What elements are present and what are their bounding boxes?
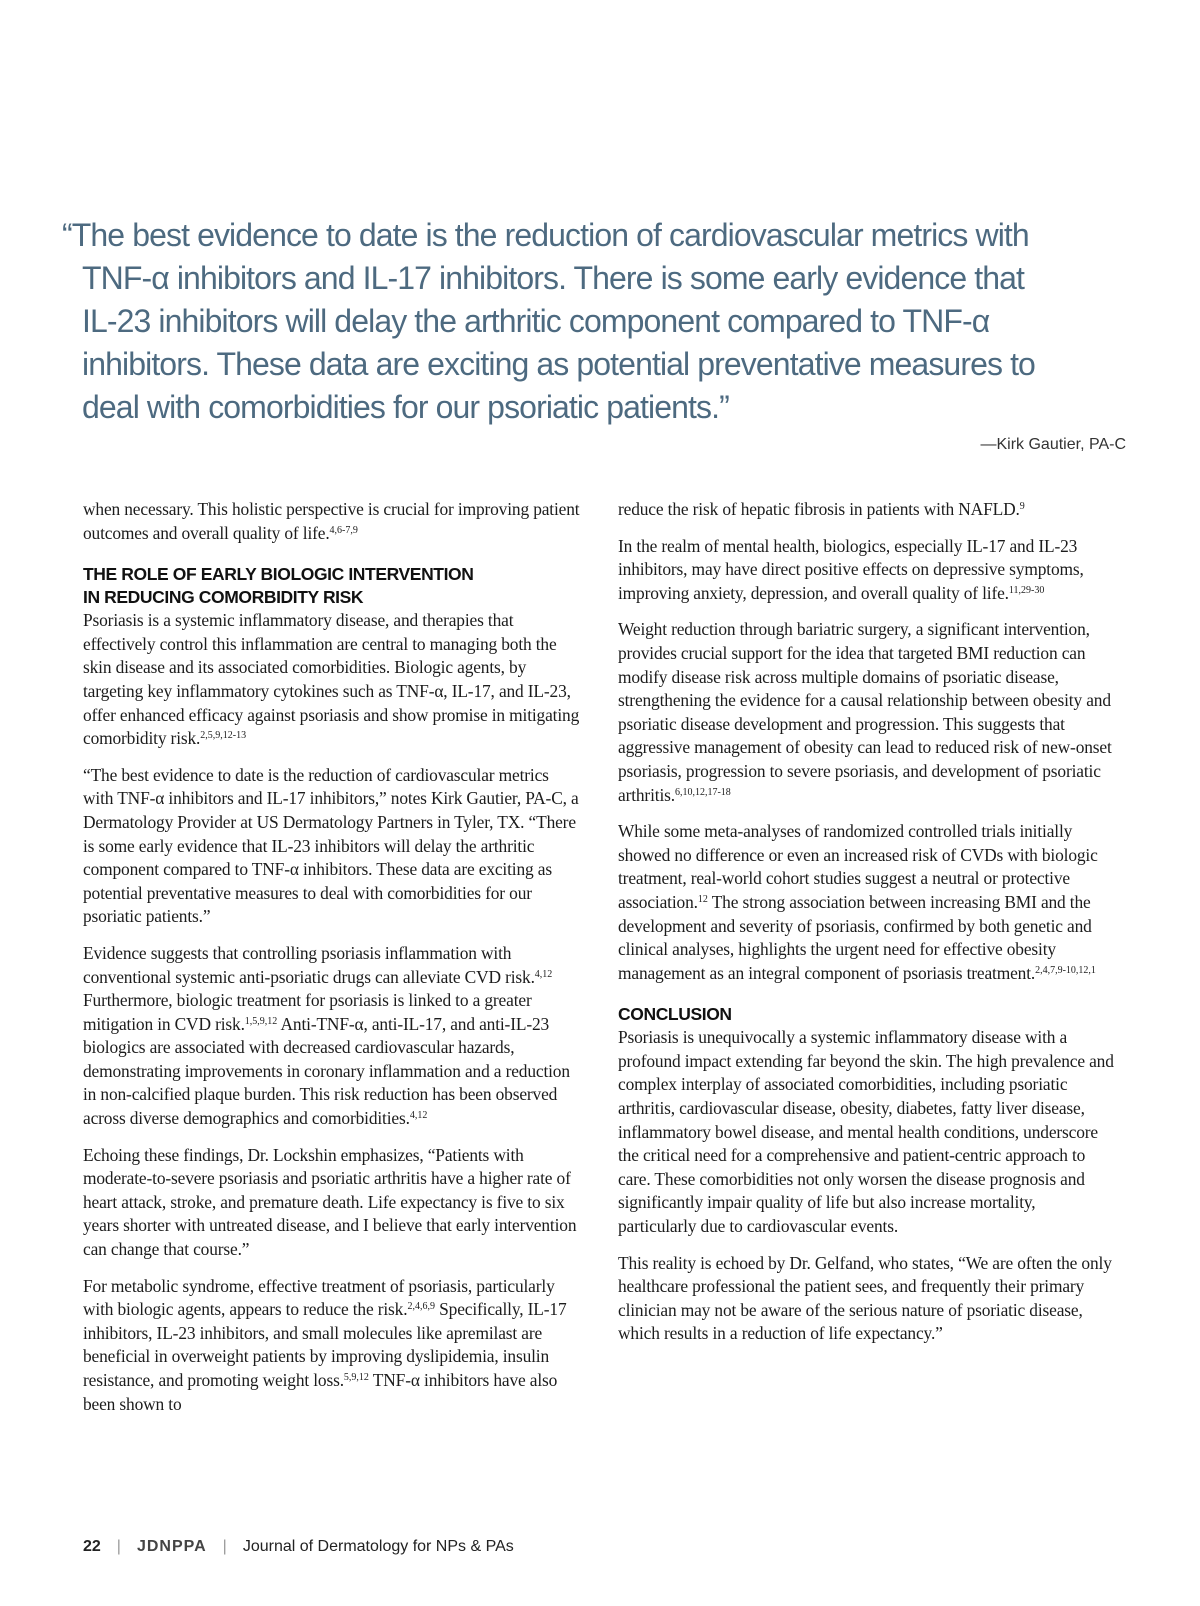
paragraph-text: Echoing these findings, Dr. Lockshin emphasizes, “Patients with moderate-to-severe psoriasis and psoriatic arthritis have a higher rate of heart attack, stroke, and premature death. Life expectancy is five to six years shorter with untreated disease, and I believe that early intervention can change that course.” <box>83 1144 577 1260</box>
journal-abbreviation: JDNPPA <box>136 1538 207 1555</box>
paragraph-text: Weight reduction through bariatric surgery, a significant intervention, provides crucial support for the idea that targeted BMI reduction can modify disease risk across multiple domains of psoriatic disease, strengthening the evidence for a causal relationship between obesity and psoriatic disease development and progression. This suggests that aggressive management of obesity can lead to reduced risk of new-onset psoriasis, progression to severe psoriasis, and development of psoriatic arthritis. <box>618 619 1112 805</box>
paragraph <box>83 764 583 929</box>
paragraph <box>83 609 583 751</box>
paragraph-text: Specifically, IL-17 inhibitors, IL-23 inhibitors, and small molecules like apremilast are beneficial in overweight patients by improving dyslipidemia, insulin resistance, and promoting weight loss. <box>83 1299 567 1390</box>
paragraph <box>83 1144 583 1262</box>
citation: 11,29-30 <box>1008 584 1045 596</box>
citation: 12 <box>697 893 708 905</box>
paragraph-text: In the realm of mental health, biologics, especially IL-17 and IL-23 inhibitors, may have direct positive effects on depressive symptoms, improving anxiety, depression, and overall quality of life. <box>618 535 1084 603</box>
pull-quote-line: deal with comorbidities for our psoriatic patients.” <box>82 389 729 425</box>
pull-quote-line: “The best evidence to date is the reduction of cardiovascular metrics with <box>62 217 1029 253</box>
footer-separator: | <box>116 1538 121 1555</box>
paragraph <box>83 1275 583 1417</box>
footer-separator: | <box>222 1538 227 1555</box>
paragraph-text: TNF-α inhibitors have also been shown to <box>83 1370 558 1414</box>
left-column <box>83 498 583 1429</box>
pull-quote-line: IL-23 inhibitors will delay the arthritic component compared to TNF-α <box>82 303 990 339</box>
paragraph <box>618 535 1118 606</box>
citation: 9 <box>1019 501 1025 512</box>
paragraph-text: Psoriasis is a systemic inflammatory disease, and therapies that effectively control this inflammation are central to managing both the skin disease and its associated comorbidities. Biologic agents, by targeting key inflammatory cytokines such as TNF-α, IL-17, and IL-23, offer enhanced efficacy against psoriasis and show promise in mitigating comorbidity risk. <box>83 610 580 749</box>
citation: 4,12 <box>534 968 553 980</box>
right-column <box>618 498 1118 1359</box>
paragraph-text: For metabolic syndrome, effective treatment of psoriasis, particularly with biologic agents, appears to reduce the risk. <box>83 1275 555 1320</box>
citation: 4,6-7,9 <box>329 524 358 536</box>
paragraph-text: Psoriasis is unequivocally a systemic inflammatory disease with a profound impact extending far beyond the skin. The high prevalence and complex interplay of associated comorbidities, including psoriatic arthritis, cardiovascular disease, obesity, diabetes, fatty liver disease, inflammatory bowel disease, and mental health conditions, underscore the critical need for a comprehensive and patient-centric approach to care. These comorbidities not only worsen the disease prognosis and significantly impair quality of life but also increase mortality, particularly due to cardiovascular events. <box>618 1027 1114 1237</box>
citation: 1,5,9,12 <box>244 1015 278 1027</box>
pull-quote <box>62 214 1142 429</box>
paragraph-text: when necessary. This holistic perspective is crucial for improving patient outcomes and overall quality of life. <box>83 499 580 543</box>
paragraph <box>618 820 1118 985</box>
paragraph-text: The strong association between increasing BMI and the development and severity of psoriasis, confirmed by both genetic and clinical analyses, highlights the urgent need for effective obesity management as an integral component of psoriasis treatment. <box>618 891 1092 983</box>
citation: 5,9,12 <box>343 1372 369 1383</box>
paragraph-text: reduce the risk of hepatic fibrosis in patients with NAFLD. <box>618 499 1020 519</box>
section-heading-line: IN REDUCING COMORBIDITY RISK <box>83 587 364 608</box>
citation: 6,10,12,17-18 <box>674 786 731 798</box>
paragraph-text: “The best evidence to date is the reduction of cardiovascular metrics with TNF-α inhibitors and IL-17 inhibitors,” notes Kirk Gautier, PA-C, a Dermatology Provider at US Dermatology Partners in Tyler, TX. “There is some early evidence that IL-23 inhibitors will delay the arthritic component compared to TNF-α inhibitors. These data are exciting as potential preventative measures to deal with comorbidities for our psoriatic patients.” <box>83 764 579 927</box>
journal-title: Journal of Dermatology for NPs & PAs <box>242 1538 514 1555</box>
section-heading-line: THE ROLE OF EARLY BIOLOGIC INTERVENTION <box>83 564 474 585</box>
paragraph <box>618 1252 1118 1346</box>
section-heading <box>83 563 583 609</box>
citation: 4,12 <box>409 1110 428 1122</box>
page-footer <box>83 1538 514 1556</box>
paragraph <box>83 942 583 1131</box>
paragraph-text: While some meta-analyses of randomized controlled trials initially showed no difference or even an increased risk of CVDs with biologic treatment, real-world cohort studies suggest a neutral or protective association. <box>618 821 1098 912</box>
pull-quote-line: inhibitors. These data are exciting as potential preventative measures to <box>82 346 1035 382</box>
paragraph <box>618 498 1118 522</box>
paragraph <box>83 498 583 545</box>
pull-quote-line: TNF-α inhibitors and IL-17 inhibitors. There is some early evidence that <box>82 260 1025 296</box>
page-number: 22 <box>83 1538 101 1555</box>
paragraph-text: Evidence suggests that controlling psoriasis inflammation with conventional systemic anti-psoriatic drugs can alleviate CVD risk. <box>83 942 535 987</box>
paragraph <box>618 1026 1118 1238</box>
paragraph-text: Anti-TNF-α, anti-IL-17, and anti-IL-23 biologics are associated with decreased cardiovascular hazards, demonstrating improvements in coronary inflammation and a reduction in non-calcified plaque burden. This risk reduction has been observed across diverse demographics and comorbidities. <box>83 1013 570 1129</box>
citation: 2,5,9,12-13 <box>200 730 247 742</box>
paragraph-text: Furthermore, biologic treatment for psoriasis is linked to a greater mitigation in CVD risk. <box>83 990 532 1034</box>
pull-quote-attribution: —Kirk Gautier, PA-C <box>980 436 1126 453</box>
paragraph <box>618 618 1118 807</box>
paragraph-text: This reality is echoed by Dr. Gelfand, who states, “We are often the only healthcare professional the patient sees, and frequently their primary clinician may not be aware of the serious nature of psoriatic disease, which results in a reduction of life expectancy.” <box>618 1252 1112 1344</box>
section-heading: CONCLUSION <box>618 1004 732 1025</box>
citation: 2,4,7,9-10,12,1 <box>1035 964 1096 976</box>
citation: 2,4,6,9 <box>407 1301 435 1313</box>
